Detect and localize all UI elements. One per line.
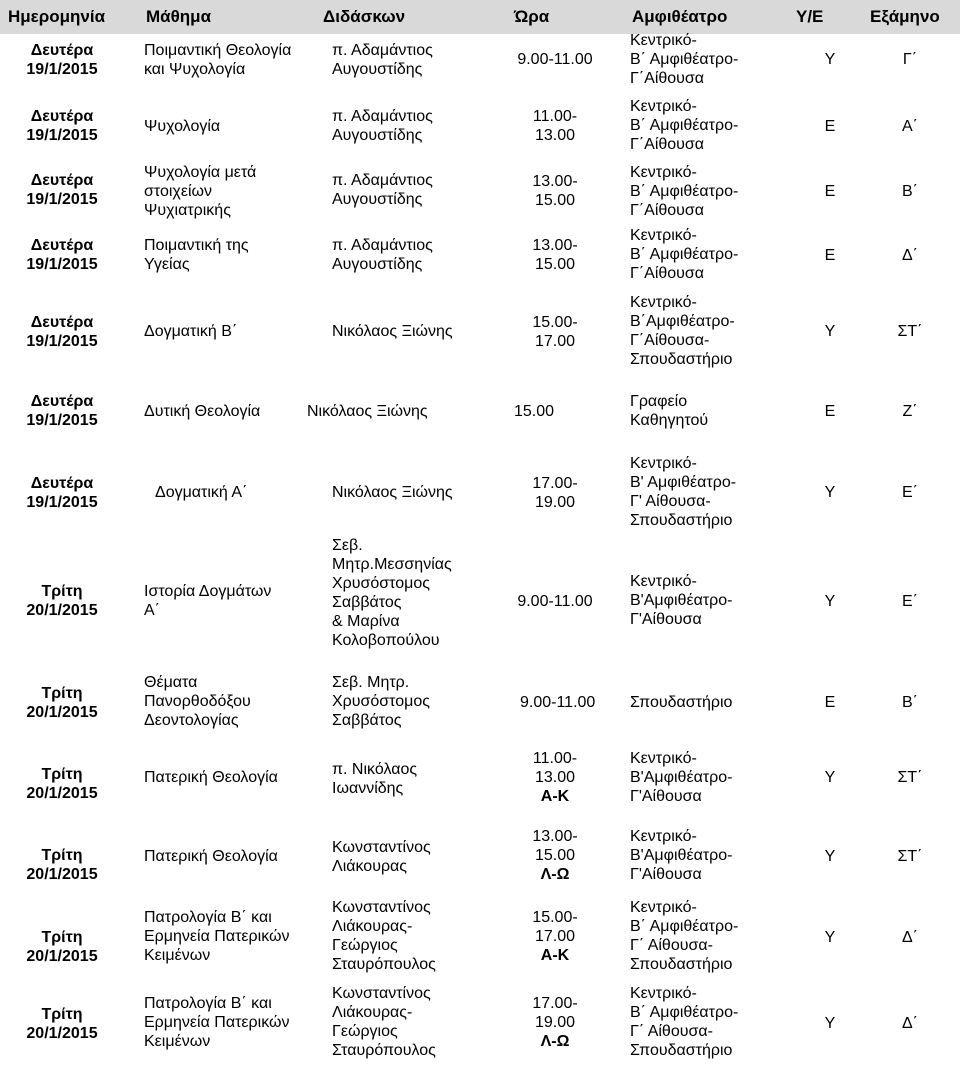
type-cell: Υ xyxy=(824,769,836,786)
time-cell: 9.00-11.00 xyxy=(517,51,593,68)
time-cell xyxy=(510,994,600,1051)
course-cell: Ψυχολογία μετά στοιχείων Ψυχιατρικής xyxy=(144,164,257,219)
header-ye: Υ/Ε xyxy=(796,7,824,26)
day-label: Δευτέρα xyxy=(30,393,94,410)
time-cell: 11.00- 13.00 xyxy=(532,108,578,144)
teacher-cell: π. Αδαμάντιος Αυγουστίδης xyxy=(332,172,433,208)
teacher-cell: Νικόλαος Ξιώνης xyxy=(332,484,453,501)
date-cell xyxy=(12,1005,112,1043)
date-cell xyxy=(12,474,112,512)
student-group: Λ-Ω xyxy=(540,866,570,883)
date-label: 19/1/2015 xyxy=(26,494,98,511)
date-cell xyxy=(12,313,112,351)
time-cell: 9.00-11.00 xyxy=(517,593,593,610)
header-room: Αμφιθέατρο xyxy=(632,7,728,26)
student-group: Λ-Ω xyxy=(540,1033,570,1050)
course-cell: Πατερική Θεολογία xyxy=(144,769,278,786)
room-cell: Κεντρικό- Β΄ Αμφιθέατρο- Γ΄Αίθουσα xyxy=(630,227,739,282)
semester-cell: ΣΤ΄ xyxy=(897,848,923,865)
time-cell: 15.00 xyxy=(514,403,555,420)
date-label: 19/1/2015 xyxy=(26,256,98,273)
room-cell: Σπουδαστήριο xyxy=(630,694,733,711)
day-label: Τρίτη xyxy=(41,685,83,702)
semester-cell: Ε΄ xyxy=(902,593,918,610)
date-label: 20/1/2015 xyxy=(26,785,98,802)
room-cell: Κεντρικό- Β'Αμφιθέατρο- Γ'Αίθουσα xyxy=(630,573,733,628)
type-cell: Ε xyxy=(824,247,836,264)
semester-cell: ΣΤ΄ xyxy=(897,769,923,786)
header-time: Ώρα xyxy=(514,7,550,26)
time-cell: 15.00- 17.00 xyxy=(532,314,578,350)
date-cell xyxy=(12,765,112,803)
type-cell: Ε xyxy=(824,694,836,711)
room-cell: Κεντρικό- Β΄ Αμφιθέατρο- Γ΄Αίθουσα xyxy=(630,98,739,153)
date-cell xyxy=(12,846,112,884)
semester-cell: Ζ΄ xyxy=(902,403,918,420)
course-cell: Ποιμαντική Θεολογία και Ψυχολογία xyxy=(144,42,292,78)
course-cell: Ιστορία Δογμάτων Α΄ xyxy=(144,583,272,619)
date-cell xyxy=(12,928,112,966)
course-cell: Δογματική Β΄ xyxy=(144,323,238,340)
table-header xyxy=(0,0,960,34)
teacher-cell: π. Αδαμάντιος Αυγουστίδης xyxy=(332,237,433,273)
semester-cell: Β΄ xyxy=(902,183,918,200)
day-label: Δευτέρα xyxy=(30,237,94,254)
day-label: Τρίτη xyxy=(41,929,83,946)
time-cell: 13.00- 15.00 xyxy=(532,173,578,209)
time-cell xyxy=(510,749,600,806)
teacher-cell: π. Νικόλαος Ιωαννίδης xyxy=(332,761,418,797)
semester-cell: Α΄ xyxy=(902,118,918,135)
header-course: Μάθημα xyxy=(146,7,212,26)
date-cell xyxy=(12,392,112,430)
date-cell xyxy=(12,41,112,79)
semester-cell: Δ΄ xyxy=(901,247,918,264)
date-cell xyxy=(12,107,112,145)
room-cell: Κεντρικό- Β΄ Αμφιθέατρο- Γ΄ Αίθουσα- Σπουδαστήριο xyxy=(630,899,739,973)
day-label: Τρίτη xyxy=(41,1006,83,1023)
time-range: 13.00- 15.00 xyxy=(532,828,578,864)
day-label: Δευτέρα xyxy=(30,108,94,125)
room-cell: Κεντρικό- Β΄Αμφιθέατρο- Γ΄Αίθουσα- Σπουδαστήριο xyxy=(630,294,735,368)
date-label: 19/1/2015 xyxy=(26,333,98,350)
date-cell xyxy=(12,684,112,722)
teacher-cell: π. Αδαμάντιος Αυγουστίδης xyxy=(332,108,433,144)
type-cell: Ε xyxy=(824,118,836,135)
type-cell: Υ xyxy=(824,484,836,501)
course-cell: Πατρολογία Β΄ και Ερμηνεία Πατερικών Κειμένων xyxy=(144,909,290,964)
day-label: Τρίτη xyxy=(41,583,83,600)
teacher-cell: Νικόλαος Ξιώνης xyxy=(307,403,428,420)
room-cell: Κεντρικό- Β΄ Αμφιθέατρο- Γ΄Αίθουσα xyxy=(630,164,739,219)
teacher-cell: Σεβ. Μητρ.Μεσσηνίας Χρυσόστομος Σαββάτος & Μαρίνα Κολοβοπούλου xyxy=(332,537,452,649)
time-cell xyxy=(510,827,600,884)
time-cell: 9.00-11.00 xyxy=(520,694,596,711)
course-cell: Ποιμαντική της Υγείας xyxy=(144,237,249,273)
teacher-cell: Νικόλαος Ξιώνης xyxy=(332,323,453,340)
type-cell: Υ xyxy=(824,848,836,865)
time-cell: 13.00- 15.00 xyxy=(532,237,578,273)
date-cell xyxy=(12,582,112,620)
semester-cell: ΣΤ΄ xyxy=(897,323,923,340)
semester-cell: Γ΄ xyxy=(902,51,918,68)
room-cell: Γραφείο Καθηγητού xyxy=(630,393,709,429)
teacher-cell: Σεβ. Μητρ. Χρυσόστομος Σαββάτος xyxy=(332,674,430,729)
day-label: Δευτέρα xyxy=(30,172,94,189)
date-label: 20/1/2015 xyxy=(26,866,98,883)
date-label: 20/1/2015 xyxy=(26,1025,98,1042)
date-cell xyxy=(12,171,112,209)
header-semester: Εξάμηνο xyxy=(870,7,940,26)
day-label: Δευτέρα xyxy=(30,475,94,492)
time-cell: 17.00- 19.00 xyxy=(532,475,578,511)
type-cell: Υ xyxy=(824,593,836,610)
teacher-cell: Κωνσταντίνος Λιάκουρας xyxy=(332,839,431,875)
semester-cell: Β΄ xyxy=(902,694,918,711)
course-cell: Δυτική Θεολογία xyxy=(144,403,261,420)
header-date: Ημερομηνία xyxy=(8,7,106,26)
semester-cell: Δ΄ xyxy=(901,929,918,946)
student-group: Α-Κ xyxy=(540,947,570,964)
date-label: 20/1/2015 xyxy=(26,704,98,721)
course-cell: Δογματική Α΄ xyxy=(155,484,248,501)
day-label: Τρίτη xyxy=(41,847,83,864)
room-cell: Κεντρικό- Β'Αμφιθέατρο- Γ'Αίθουσα xyxy=(630,828,733,883)
course-cell: Πατερική Θεολογία xyxy=(144,848,278,865)
semester-cell: Δ΄ xyxy=(901,1015,918,1032)
type-cell: Υ xyxy=(824,51,836,68)
date-label: 19/1/2015 xyxy=(26,412,98,429)
room-cell: Κεντρικό- Β΄ Αμφιθέατρο- Γ΄Αίθουσα xyxy=(630,32,739,87)
time-range: 17.00- 19.00 xyxy=(532,995,578,1031)
course-cell: Ψυχολογία xyxy=(144,118,221,135)
day-label: Δευτέρα xyxy=(30,314,94,331)
student-group: Α-Κ xyxy=(540,788,570,805)
time-range: 15.00- 17.00 xyxy=(532,909,578,945)
type-cell: Υ xyxy=(824,323,836,340)
room-cell: Κεντρικό- Β' Αμφιθέατρο- Γ' Αίθουσα- Σπουδαστήριο xyxy=(630,455,737,529)
day-label: Τρίτη xyxy=(41,766,83,783)
date-label: 19/1/2015 xyxy=(26,127,98,144)
type-cell: Ε xyxy=(824,403,836,420)
course-cell: Πατρολογία Β΄ και Ερμηνεία Πατερικών Κειμένων xyxy=(144,995,290,1050)
time-range: 11.00- 13.00 xyxy=(532,750,578,786)
course-cell: Θέματα Πανορθοδόξου Δεοντολογίας xyxy=(144,674,251,729)
date-label: 19/1/2015 xyxy=(26,191,98,208)
time-cell xyxy=(510,908,600,965)
room-cell: Κεντρικό- Β'Αμφιθέατρο- Γ'Αίθουσα xyxy=(630,750,733,805)
room-cell: Κεντρικό- Β΄ Αμφιθέατρο- Γ΄ Αίθουσα- Σπουδαστήριο xyxy=(630,985,739,1059)
day-label: Δευτέρα xyxy=(30,42,94,59)
date-label: 20/1/2015 xyxy=(26,602,98,619)
semester-cell: Ε΄ xyxy=(902,484,918,501)
type-cell: Υ xyxy=(824,1015,836,1032)
type-cell: Υ xyxy=(824,929,836,946)
date-label: 20/1/2015 xyxy=(26,948,98,965)
teacher-cell: π. Αδαμάντιος Αυγουστίδης xyxy=(332,42,433,78)
teacher-cell: Κωνσταντίνος Λιάκουρας- Γεώργιος Σταυρόπουλος xyxy=(332,985,436,1059)
type-cell: Ε xyxy=(824,183,836,200)
teacher-cell: Κωνσταντίνος Λιάκουρας- Γεώργιος Σταυρόπουλος xyxy=(332,899,436,973)
date-cell xyxy=(12,236,112,274)
date-label: 19/1/2015 xyxy=(26,61,98,78)
header-teacher: Διδάσκων xyxy=(323,7,406,26)
